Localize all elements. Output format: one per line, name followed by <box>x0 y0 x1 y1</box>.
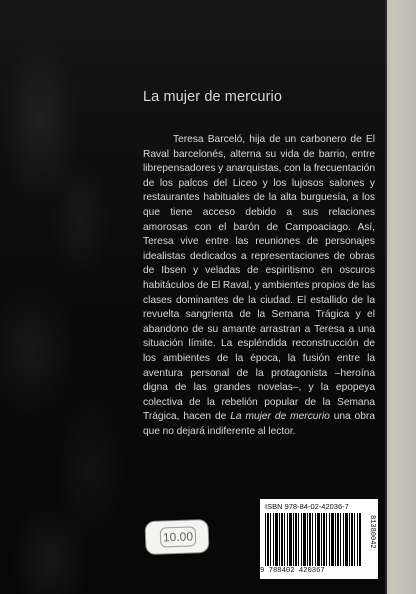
barcode-side-number: 81380042 <box>368 515 376 549</box>
price-sticker <box>144 519 209 555</box>
blurb-text-start: Teresa Barceló, hija de un carbonero de El Raval barcelonés, alterna su vida de barrio, entre librepensadores y anarquistas, con la frecuentación de los palcos del Liceo y los lujosos salones y restaurantes habituales de la alta burguesía, a los que tiene acceso debido a sus relaciones amorosas con el barón de Campoaciago. Así, Teresa vive entre las reuniones de personajes idealistas dedicados a representaciones de obras de Ibsen y veladas de espiritismo en oscuros habitáculos de El Raval, y ambientes propios de las clases dominantes de la ciudad. El estallido de la revuelta sangrienta de la Semana Trágica y el abandono de su amante arrastran a Teresa a una situación límite. La espléndida reconstrucción de los ambientes de la época, la fusión entre la aventura personal de la protagonista –heroína digna de las grandes novelas–, y la epopeya colectiva de la rebelión popular de la Semana Trágica, hacen de <box>143 134 375 423</box>
blurb-italic-title: La mujer de mercurio <box>230 411 330 423</box>
blurb-text-end: una obra que no dejará indiferente al lector. <box>143 411 375 437</box>
book-blurb <box>143 133 375 439</box>
price-sticker-text: 10.00 <box>160 526 197 547</box>
barcode-block <box>260 499 378 579</box>
barcode-bars <box>265 513 361 566</box>
cover-texture <box>0 0 135 594</box>
book-title: La mujer de mercurio <box>143 89 282 105</box>
barcode-digits: 9 788402 420367 <box>260 567 364 575</box>
isbn-label: ISBN 978-84-02-42036-7 <box>265 502 349 511</box>
cover-edge-strip <box>383 0 416 594</box>
